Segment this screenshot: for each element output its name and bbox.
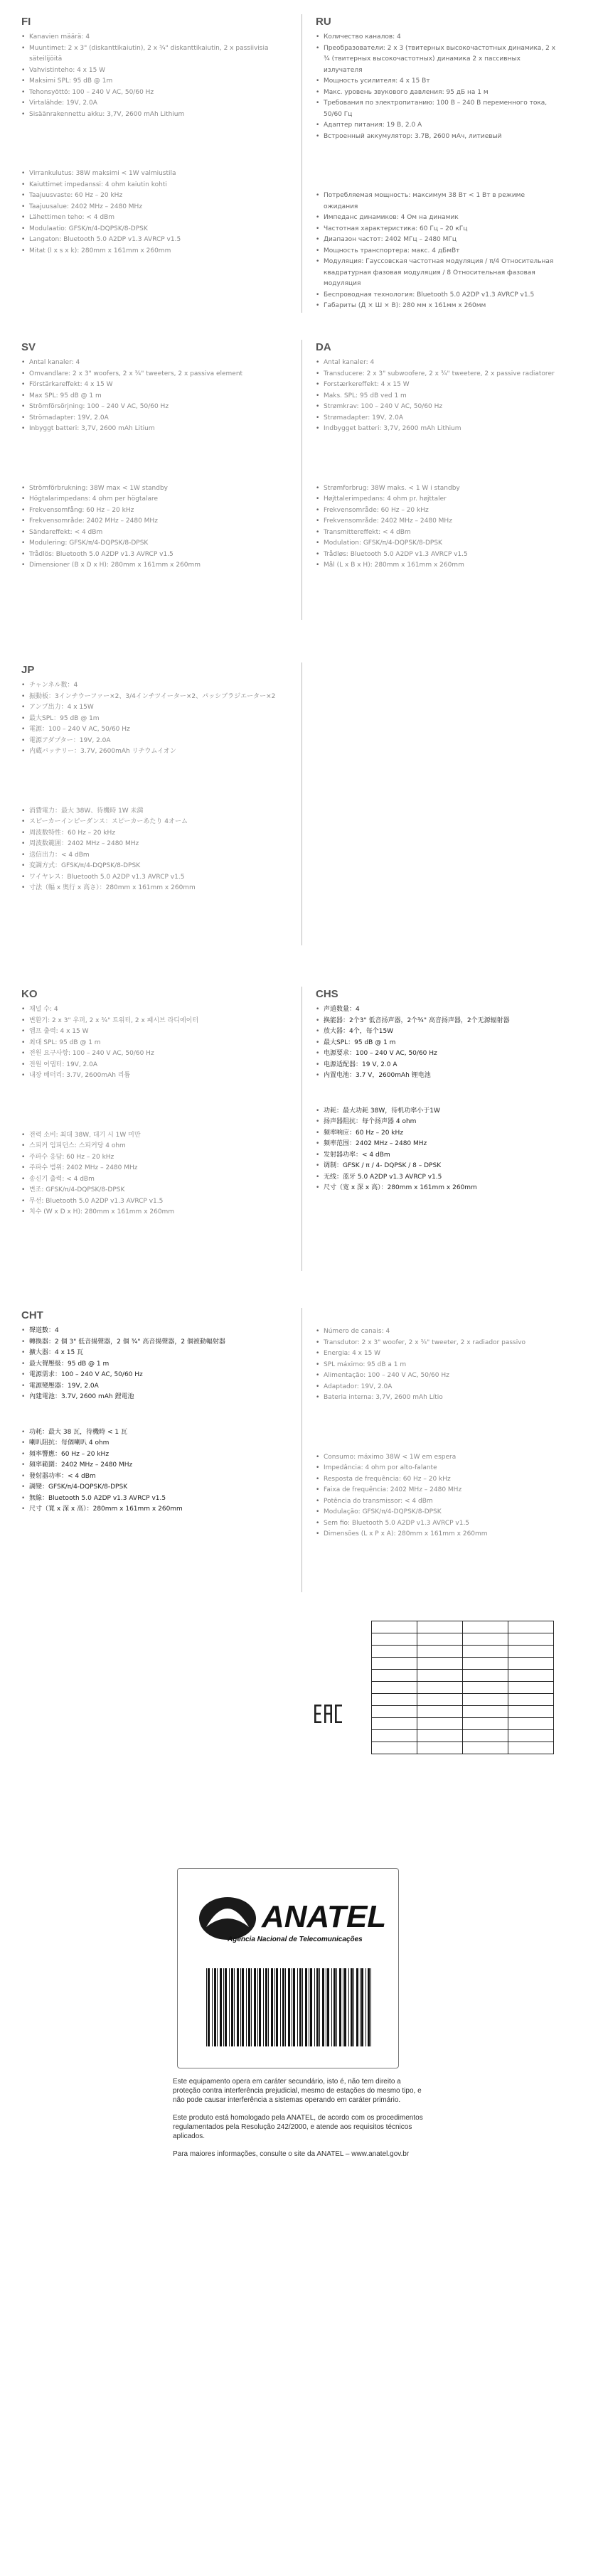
spec-item: • Frekvensområde: 2402 MHz – 2480 MHz [21,516,284,527]
table-row [372,1742,554,1754]
spec-item: • 无线：蓝牙 5.0 A2DP v1.3 AVRCP v1.5 [316,1172,579,1184]
spec-item: • 스피커 임피던스: 스피커당 4 ohm [21,1141,284,1152]
spec-item: • Impedância: 4 ohm por alto-falante [316,1463,579,1474]
spec-item: • Potência do transmissor: < 4 dBm [316,1496,579,1508]
spec-item: • 電源需求：100 – 240 V AC, 50/60 Hz [21,1370,284,1381]
spec-item: • Trådlös: Bluetooth 5.0 A2DP v1.3 AVRCP v1.5 [21,549,284,561]
table-cell [372,1706,417,1718]
spec-item: • 最大SPL：95 dB @ 1m [21,714,284,725]
spec-item: • 换能器：2个3" 低音扬声器，2个¾" 高音扬声器，2个无源辐射器 [316,1016,579,1027]
spec-item: • 扬声器阻抗：每个扬声器 4 ohm [316,1117,579,1128]
spec-item: • Transdutor: 2 x 3" woofer, 2 x ¾" tweeter, 2 x radiador passivo [316,1338,579,1349]
spec-list-fi-2 [21,168,284,257]
table-cell [463,1670,508,1682]
barcode-bar [368,1968,370,2046]
spec-item: • Indbygget batteri: 3,7V, 2600 mAh Lithium [316,424,579,435]
table-cell [417,1658,463,1670]
anatel-notice-p1: Este equipamento opera em caráter secundário, isto é, não tem direito a proteção contra interferência prejudicial, mesmo de estações do mesmo tipo, e não pode causar interferência a sistemas operando em caráter primário. [173,2078,422,2104]
table-cell [372,1694,417,1706]
empty-table [371,1621,554,1754]
table-cell [417,1742,463,1754]
spec-item: • Frekvensomfång: 60 Hz – 20 kHz [21,505,284,517]
spec-item: • Frekvensområde: 2402 MHz – 2480 MHz [316,516,579,527]
spec-item: • Kaiuttimet impedanssi: 4 ohm kaiutin kohti [21,180,284,191]
barcode-bar [319,1968,320,2046]
spec-item: • Strömadapter: 19V, 2.0A [21,413,284,424]
spec-item: • 功耗：最大功耗 38W，待机功率小于1W [316,1106,579,1117]
barcode-bar [220,1968,222,2046]
spec-item: • Alimentação: 100 – 240 V AC, 50/60 Hz [316,1370,579,1382]
barcode-bar [214,1968,216,2046]
barcode-bar [310,1968,312,2046]
table-cell [508,1694,554,1706]
spec-item: • Transducere: 2 x 3" subwoofere, 2 x ¾" tweetere, 2 x passive radiatorer [316,369,579,380]
spec-item: • 調變：GFSK/π/4-DQPSK/8-DPSK [21,1482,284,1493]
section-title: RU [316,16,331,28]
spec-item: • Inbyggt batteri: 3,7V, 2600 mAh Litium [21,424,284,435]
section-jp [21,664,284,894]
spec-list-cht-2 [21,1427,284,1515]
table-cell [508,1730,554,1742]
barcode-bar [339,1968,341,2046]
spec-item: • Sem fio: Bluetooth 5.0 A2DP v1.3 AVRCP v1.5 [316,1518,579,1530]
section-title: DA [316,341,331,353]
spec-item: • Импеданс динамиков: 4 Ом на динамик [316,213,557,224]
spec-item: • Диапазон частот: 2402 МГц – 2480 МГц [316,235,557,246]
spec-item: • 頻率響應：60 Hz – 20 kHz [21,1449,284,1461]
spec-item: • Частотная характеристика: 60 Гц – 20 кГц [316,224,557,235]
barcode-bar [302,1968,303,2046]
spec-item: • Förstärkareffekt: 4 x 15 W [21,380,284,391]
barcode-bar [314,1968,315,2046]
barcode-bar [276,1968,278,2046]
spec-item: • 頻率範圍：2402 MHz – 2480 MHz [21,1460,284,1471]
spec-item: • 주파수 응답: 60 Hz – 20 kHz [21,1152,284,1164]
anatel-agency-text: Agência Nacional de Telecomunicações [228,1936,363,1943]
spec-item: • 전력 소비: 최대 38W, 대기 시 1W 미만 [21,1130,284,1142]
spec-item: • Trådløs: Bluetooth 5.0 A2DP v1.3 AVRCP v1.5 [316,549,579,561]
spec-item: • 發射器功率：< 4 dBm [21,1471,284,1483]
section-title [316,1309,579,1322]
table-cell [417,1706,463,1718]
table-cell [463,1658,508,1670]
spec-item: • 周波数範囲：2402 MHz – 2480 MHz [21,839,284,850]
table-cell [463,1646,508,1658]
table-cell [417,1694,463,1706]
barcode-bar [361,1968,363,2046]
spec-item: • 電源アダプター：19V, 2.0A [21,736,284,747]
table-cell [417,1682,463,1694]
table-cell [463,1706,508,1718]
spec-item: • 치수 (W x D x H): 280mm x 161mm x 260mm [21,1207,284,1218]
table-cell [417,1718,463,1730]
spec-item: • 전원 어댑터: 19V, 2.0A [21,1060,284,1071]
spec-item: • Muuntimet: 2 x 3" (diskanttikaiutin), 2 x ¾" diskanttikaiutin, 2 x passiivisia säteilijöitä [21,43,284,65]
table-cell [508,1718,554,1730]
spec-item: • 주파수 범위: 2402 MHz – 2480 MHz [21,1163,284,1174]
spec-list-sv-1 [21,358,284,435]
section-cht [21,1309,284,1515]
section-title: FI [21,16,31,28]
section-chs [316,988,579,1194]
spec-item: • Tehonsyöttö: 100 – 240 V AC, 50/60 Hz [21,87,284,99]
spec-list-da-1 [316,358,579,435]
spec-item: • 周波数特性：60 Hz – 20 kHz [21,828,284,839]
spec-list-da-2 [316,483,579,571]
table-cell [508,1706,554,1718]
spec-item: • Bateria interna: 3,7V, 2600 mAh Lítio [316,1392,579,1404]
section-title: CHS [316,988,338,1000]
table-cell [372,1646,417,1658]
barcode-bar [288,1968,290,2046]
barcode-bar [246,1968,247,2046]
spec-item: • 電源：100 – 240 V AC, 50/60 Hz [21,724,284,736]
spec-item: • 发射器功率：< 4 dBm [316,1150,579,1161]
spec-item: • 内置电池：3.7 V，2600mAh 锂电池 [316,1070,579,1082]
spec-item: • Omvandlare: 2 x 3" woofers, 2 x ¾" tweeters, 2 x passiva element [21,369,284,380]
spec-item: • Габариты (Д × Ш × В): 280 мм х 161мм х 260мм [316,301,557,312]
anatel-notice-p2: Este produto está homologado pela ANATEL, de acordo com os procedimentos regulamentados pela Resolução 242/2000, e atende aos requisitos técnicos aplicados. [173,2114,423,2140]
table-cell [508,1682,554,1694]
table-cell [463,1694,508,1706]
spec-item: • Antal kanaler: 4 [21,358,284,369]
table-cell [417,1621,463,1633]
table-cell [417,1646,463,1658]
barcode-bar [293,1968,295,2046]
table-cell [463,1730,508,1742]
spec-item: • Vahvistinteho: 4 x 15 W [21,65,284,77]
table-cell [508,1621,554,1633]
spec-item: • Antal kanaler: 4 [316,358,579,369]
spec-item: • Адаптер питания: 19 В, 2.0 А [316,120,557,132]
spec-list-pt-2 [316,1452,579,1540]
spec-item: • Maksimi SPL: 95 dB @ 1m [21,76,284,87]
table-cell [372,1621,417,1633]
spec-item: • 寸法（幅 x 奥行 x 高さ）：280mm x 161mm x 260mm [21,883,284,894]
barcode-bar [305,1968,307,2046]
spec-item: • Беспроводная технология: Bluetooth 5.0 A2DP v1.3 AVRCP v1.5 [316,290,557,301]
spec-item: • Adaptador: 19V, 2.0A [316,1382,579,1393]
barcode-bar [282,1968,284,2046]
spec-list-ru-1 [316,32,557,142]
spec-item: • Modulaatio: GFSK/π/4-DQPSK/8-DPSK [21,224,284,235]
table-row [372,1730,554,1742]
spec-list-jp-2 [21,806,284,894]
table-cell [372,1742,417,1754]
barcode-bar [299,1968,302,2046]
section-title: KO [21,988,38,1000]
spec-item: • Требования по электропитанию: 100 В – 240 В переменного тока, 50/60 Гц [316,98,557,120]
anatel-notice [173,2077,429,2167]
spec-item: • Встроенный аккумулятор: 3.7В, 2600 мАч, литиевый [316,132,557,143]
spec-item: • Strømforbrug: 38W maks. < 1 W i standby [316,483,579,495]
barcode-bar [268,1968,269,2046]
barcode-bar [327,1968,329,2046]
spec-item: • 消費電力：最大 38W、待機時 1W 未満 [21,806,284,817]
spec-item: • Modulation: GFSK/π/4-DQPSK/8-DPSK [316,538,579,549]
spec-item: • 尺寸（宽 x 深 x 高）：280mm x 161mm x 260mm [316,1183,579,1194]
barcode-bar [351,1968,353,2046]
spec-item: • Faixa de frequência: 2402 MHz – 2480 MHz [316,1485,579,1496]
spec-item: • Max SPL: 95 dB @ 1 m [21,391,284,402]
eac-mark [314,1705,343,1726]
spec-item: • Modulação: GFSK/π/4-DQPSK/8-DPSK [316,1507,579,1518]
table-row [372,1706,554,1718]
table-row [372,1718,554,1730]
section-sv [21,341,284,571]
table-cell [417,1633,463,1646]
spec-item: • Dimensões (L x P x A): 280mm x 161mm x 260mm [316,1529,579,1540]
spec-item: • Mitat (l x s x k): 280mm x 161mm x 260mm [21,246,284,257]
spec-item: • Макс. уровень звукового давления: 95 дБ на 1 м [316,87,557,99]
barcode-bar [336,1968,337,2046]
barcode-bar [333,1968,336,2046]
spec-list-pt-1 [316,1326,579,1404]
barcode-bar [208,1968,210,2046]
spec-item: • 调制：GFSK / π / 4- DQPSK / 8 – DPSK [316,1161,579,1172]
spec-item: • Sisäänrakennettu akku: 3,7V, 2600 mAh Lithium [21,109,284,121]
spec-item: • Kanavien määrä: 4 [21,32,284,43]
spec-list-ko-1 [21,1004,284,1082]
table-row [372,1633,554,1646]
table-cell [372,1730,417,1742]
barcode-bar [265,1968,267,2046]
spec-item: • 电源要求：100 – 240 V AC, 50/60 Hz [316,1048,579,1060]
spec-item: • Strömförbrukning: 38W max < 1W standby [21,483,284,495]
spec-item: • Потребляемая мощность: максимум 38 Вт < 1 Вт в режиме ожидания [316,190,557,213]
spec-item: • 무선: Bluetooth 5.0 A2DP v1.3 AVRCP v1.5 [21,1196,284,1208]
spec-item: • Модуляция: Гауссовская частотная модуляция / π/4 Относительная квадратурная фазовая модуляция / 8 Относительная фазовая модуляция [316,257,557,290]
barcode-bar [331,1968,332,2046]
spec-item: • Sändareffekt: < 4 dBm [21,527,284,539]
barcode-bar [248,1968,250,2046]
barcode-bar [242,1968,244,2046]
table-cell [372,1633,417,1646]
table-cell [463,1682,508,1694]
spec-item: • 最大SPL：95 dB @ 1 m [316,1038,579,1049]
spec-item: • チャンネル数：4 [21,680,284,692]
table-cell [372,1718,417,1730]
barcode-bar [206,1968,207,2046]
barcode-bar [259,1968,261,2046]
spec-item: • 변조: GFSK/π/4-DQPSK/8-DPSK [21,1185,284,1196]
spec-item: • Мощность усилителя: 4 x 15 Вт [316,76,557,87]
anatel-wordmark: ANATEL [262,1899,387,1934]
spec-item: • 轉換器：2 個 3" 低音揚聲器，2 個 ¾" 高音揚聲器，2 個被動輻射器 [21,1337,284,1348]
spec-item: • Højttalerimpedans: 4 ohm pr. højttaler [316,494,579,505]
barcode-bar [223,1968,224,2046]
spec-item: • 频率响应：60 Hz – 20 kHz [316,1128,579,1139]
spec-list-cht-1 [21,1326,284,1403]
barcode-bar [217,1968,218,2046]
barcode-bar [353,1968,354,2046]
spec-item: • Langaton: Bluetooth 5.0 A2DP v1.3 AVRCP v1.5 [21,235,284,246]
section-ru [316,16,557,312]
spec-list-fi-1 [21,32,284,120]
spec-item: • 最大聲壓級：95 dB @ 1 m [21,1359,284,1370]
spec-item: • Преобразователи: 2 x 3 (твитерных высокочастотных динамика, 2 x ¾ (твитерных высокочастотных) динамика 2 x пассивных излучателя [316,43,557,77]
spec-list-sv-2 [21,483,284,571]
spec-item: • Maks. SPL: 95 dB ved 1 m [316,391,579,402]
spec-list-chs-2 [316,1106,579,1194]
spec-item: • 내장 배터리: 3.7V, 2600mAh 리튬 [21,1070,284,1082]
barcode-bar [344,1968,346,2046]
spec-item: • 內建電池：3.7V, 2600 mAh 鋰電池 [21,1392,284,1403]
spec-item: • Virtalähde: 19V, 2.0A [21,98,284,109]
table-cell [372,1658,417,1670]
spec-item: • Modulering: GFSK/π/4-DQPSK/8-DPSK [21,538,284,549]
section-da [316,341,579,571]
spec-item: • Transmittereffekt: < 4 dBm [316,527,579,539]
spec-list-ru-2 [316,190,557,312]
spec-item: • 擴大器：4 x 15 瓦 [21,1348,284,1359]
anatel-label [177,1868,399,2068]
spec-item: • 전원 요구사항: 100 – 240 V AC, 50/60 Hz [21,1048,284,1060]
spec-item: • Taajuusvaste: 60 Hz – 20 kHz [21,190,284,202]
anatel-logo [178,1869,398,2068]
barcode-bar [271,1968,273,2046]
barcode-bar [240,1968,241,2046]
section-title: SV [21,341,36,353]
section-ko [21,988,284,1218]
barcode-bar [212,1968,213,2046]
table-cell [372,1682,417,1694]
barcode-bar [254,1968,256,2046]
spec-list-chs-1 [316,1004,579,1082]
spec-item: • 電源變壓器：19V, 2.0A [21,1381,284,1392]
table-cell [463,1742,508,1754]
spec-item: • 电源适配器：19 V, 2.0 A [316,1060,579,1071]
table-cell [463,1633,508,1646]
spec-item: • アンプ出力：4 x 15W [21,702,284,714]
spec-item: • 振動板：3インチウーファー×2、3/4インチツイーター×2、パッシブラジエーター×2 [21,692,284,703]
section-pt [316,1309,579,1540]
barcode-bar [365,1968,366,2046]
anatel-notice-p3: Para maiores informações, consulte o site da ANATEL – www.anatel.gov.br [173,2150,410,2158]
barcode-bar [231,1968,233,2046]
spec-item: • Forstærkereffekt: 4 x 15 W [316,380,579,391]
section-fi [21,16,284,257]
table-cell [508,1633,554,1646]
spec-item: • Количество каналов: 4 [316,32,557,43]
barcode-bar [280,1968,281,2046]
spec-item: • Dimensioner (B x D x H): 280mm x 161mm x 260mm [21,560,284,571]
spec-item: • 功耗：最大 38 瓦，待機時 < 1 瓦 [21,1427,284,1439]
table-cell [508,1670,554,1682]
table-row [372,1621,554,1633]
spec-item: • ワイヤレス：Bluetooth 5.0 A2DP v1.3 AVRCP v1.5 [21,872,284,884]
spec-item: • Resposta de frequência: 60 Hz – 20 kHz [316,1474,579,1486]
barcode-bar [316,1968,319,2046]
table-row [372,1682,554,1694]
spec-item: • 频率范围：2402 MHz – 2480 MHz [316,1139,579,1150]
spec-item: • Мощность транспортера: макс. 4 дБмВт [316,246,557,257]
table-cell [463,1718,508,1730]
spec-item: • 送信出力：< 4 dBm [21,850,284,862]
table-cell [417,1670,463,1682]
barcode [206,1968,371,2046]
table-row [372,1658,554,1670]
spec-item: • 無線：Bluetooth 5.0 A2DP v1.3 AVRCP v1.5 [21,1493,284,1505]
spec-item: • Strømkrav: 100 – 240 V AC, 50/60 Hz [316,402,579,413]
spec-item: • 변환기: 2 x 3" 우퍼, 2 x ¾" 트위터, 2 x 패시브 라디에이터 [21,1016,284,1027]
table-cell [372,1670,417,1682]
table-row [372,1694,554,1706]
section-title: CHT [21,1309,43,1321]
spec-item: • 尺寸（寬 x 深 x 高）：280mm x 161mm x 260mm [21,1504,284,1515]
spec-list-jp-1 [21,680,284,758]
spec-item: • 声道数量：4 [316,1004,579,1016]
barcode-bar [263,1968,264,2046]
barcode-bar [322,1968,324,2046]
barcode-bar [348,1968,349,2046]
spec-list-ko-2 [21,1130,284,1218]
table-cell [508,1658,554,1670]
spec-item: • Virrankulutus: 38W maksimi < 1W valmiustila [21,168,284,180]
spec-item: • 喇叭阻抗：每個喇叭 4 ohm [21,1438,284,1449]
barcode-bar [225,1968,227,2046]
barcode-bar [257,1968,258,2046]
spec-item: • Högtalarimpedans: 4 ohm per högtalare [21,494,284,505]
table-cell [508,1742,554,1754]
spec-item: • Strömförsörjning: 100 – 240 V AC, 50/60 Hz [21,402,284,413]
spec-item: • 聲道數：4 [21,1326,284,1337]
barcode-bar [237,1968,239,2046]
spec-item: • スピーカーインピーダンス：スピーカーあたり 4オーム [21,817,284,828]
spec-item: • 최대 SPL: 95 dB @ 1 m [21,1038,284,1049]
spec-item: • SPL máximo: 95 dB a 1 m [316,1360,579,1371]
barcode-bar [234,1968,235,2046]
spec-item: • 앰프 출력: 4 x 15 W [21,1026,284,1038]
spec-item: • 内蔵バッテリー：3.7V, 2600mAh リチウムイオン [21,746,284,758]
barcode-bar [356,1968,358,2046]
spec-item: • Consumo: máximo 38W < 1W em espera [316,1452,579,1464]
table-cell [463,1621,508,1633]
table-cell [417,1730,463,1742]
table-row [372,1670,554,1682]
spec-item: • Taajuusalue: 2402 MHz – 2480 MHz [21,202,284,213]
barcode-bar [285,1968,286,2046]
spec-item: • 송신기 출력: < 4 dBm [21,1174,284,1186]
spec-item: • 変調方式：GFSK/π/4-DQPSK/8-DPSK [21,861,284,872]
table-cell [508,1646,554,1658]
section-title: JP [21,664,35,676]
barcode-bar [251,1968,252,2046]
spec-item: • Energia: 4 x 15 W [316,1348,579,1360]
spec-item: • Lähettimen teho: < 4 dBm [21,213,284,224]
barcode-bar [370,1968,371,2046]
spec-item: • 放大器：4个，每个15W [316,1026,579,1038]
table-row [372,1646,554,1658]
spec-item: • Número de canais: 4 [316,1326,579,1338]
spec-item: • Frekvensområde: 60 Hz – 20 kHz [316,505,579,517]
spec-item: • Strømadapter: 19V, 2.0A [316,413,579,424]
spec-item: • Mål (L x B x H): 280mm x 161mm x 260mm [316,560,579,571]
spec-item: • 채널 수: 4 [21,1004,284,1016]
barcode-bar [297,1968,298,2046]
barcode-bar [274,1968,275,2046]
barcode-bar [229,1968,230,2046]
barcode-bar [360,1968,361,2046]
